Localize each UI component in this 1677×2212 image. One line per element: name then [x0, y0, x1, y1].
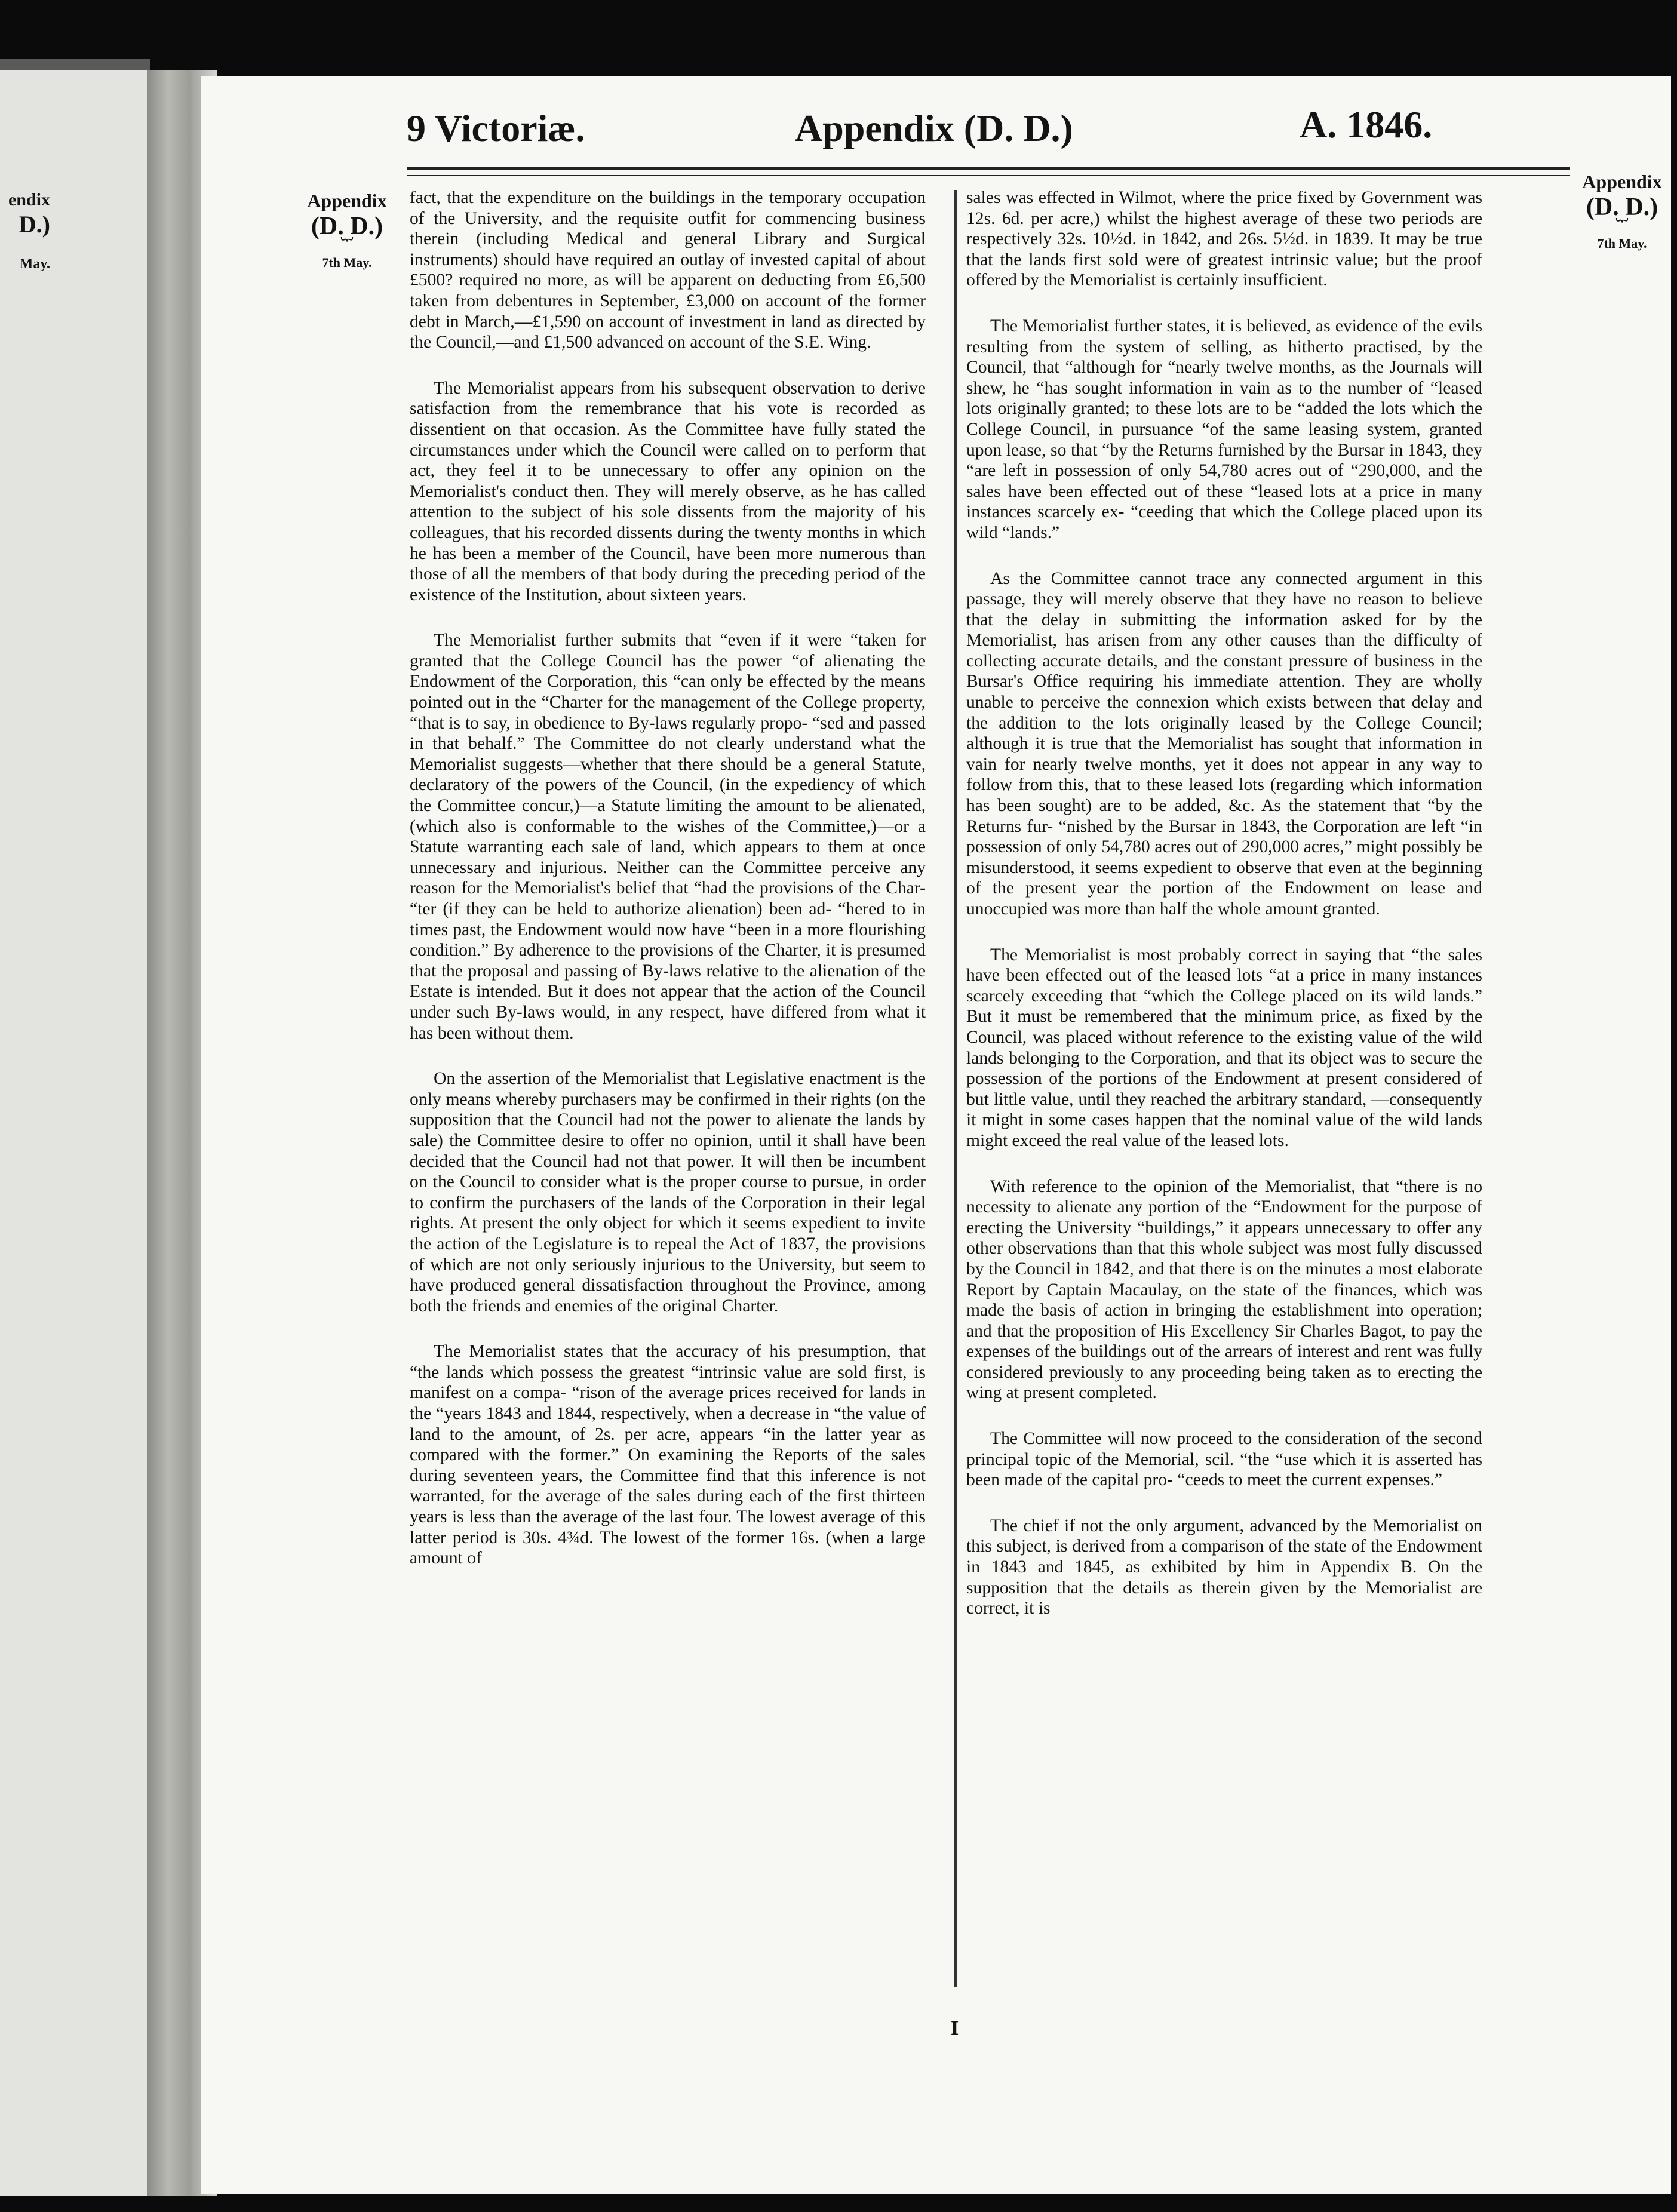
margin-label: Appendix: [307, 190, 387, 211]
paragraph: On the assertion of the Memorialist that Legislative enactment is the only means whereby purchasers may be confirmed in their rights (on the supposition that the Council had not the power to alienate the lands by sale) the Committee desire to offer no opinion, until it shall have been decided that the Council had not that power. It will then be incumbent on the Council to consider what is the proper course to pursue, in order to confirm the purchasers of the lands of the Corporation in their legal rights. At present the only object for which it seems expedient to invite the action of the Legislature is to repeal the Act of 1837, the provisions of which are not only seriously injurious to the University, but seem to have produced general dissatisfaction throughout the Province, among both the friends and enemies of the original Charter.: [410, 1069, 926, 1316]
header-title: Appendix (D. D.): [795, 107, 1073, 149]
paragraph: With reference to the opinion of the Memorialist, that “there is no necessity to alienate any portion of the “Endowment for the purpose of erecting the University “buildings,” it appears unnecessary to offer any other observations than that this whole subject was most fully discussed by the Council in 1842, and that there is on the minutes a most elaborate Report by Captain Macaulay, on the state of the finances, which was made the basis of action in bringing the establishment into operation; and that the proposition of His Excellency Sir Charles Bagot, to pay the expenses of the buildings out of the arrears of interest and rent was fully considered previously to any proceeding being taken as to erecting the wing at present completed.: [966, 1176, 1482, 1403]
paragraph: The Memorialist appears from his subsequent observation to derive satisfaction from the remembrance that his vote is recorded as dissentient on that occasion. As the Committee have fully stated the circumstances under which the Council were called on to perform that act, they feel it to be unnecessary to offer any opinion on the Memorialist's conduct then. They will merely observe, as he has called attention to the subject of his sole dissents from the majority of his colleagues, that his recorded dissents during the twenty months in which he has been a member of the Council, have been more numerous than those of all the members of that body during the preceding period of the existence of the Institution, about sixteen years.: [410, 378, 926, 604]
column-divider: [954, 190, 957, 1987]
header-regnal-year: 9 Victoriæ.: [407, 107, 585, 149]
text-column-right: [966, 188, 1482, 1644]
paragraph: The Memorialist is most probably correct in saying that “the sales have been effected out of the leased lots “at a price in many instances scarcely exceeding that “which the College placed on its wild lands.” But it must be remembered that the minimum price, as fixed by the Council, was placed without reference to the existing value of the wild lands belonging to the Corporation, and that its object was to secure the possession of the portions of the Endowment at present considered of but little value, until they reached the arbitrary standard, —consequently it might in some cases happen that the nominal value of the wild lands might exceed the real value of the leased lots.: [966, 945, 1482, 1150]
header-year: A. 1846.: [1300, 103, 1433, 146]
header-rule: [407, 167, 1570, 176]
document-page: [201, 76, 1671, 2194]
margin-date: 7th May.: [322, 255, 372, 270]
paragraph: The Committee will now proceed to the consideration of the second principal topic of the Memorial, scil. “the “use which it is asserted has been made of the capital pro- “ceeds to meet the current expenses.”: [966, 1429, 1482, 1490]
left-page-fragment: [0, 70, 147, 2196]
paragraph: The Memorialist further states, it is believed, as evidence of the evils resulting from the system of selling, as hitherto practised, by the Council, that “although for “nearly twelve months, as the Journals will shew, he “has sought information in vain as to the number of “leased lots originally granted; to these lots are to be “added the lots which the College Council, in pursuance “of the same leasing system, granted upon lease, so that “by the Returns furnished by the Bursar in 1843, they “are left in possession of only 54,780 acres out of “290,000, and the sales have been effected out of these “leased lots at a price in many instances scarcely ex- “ceeding that which the College placed upon its wild “lands.”: [966, 316, 1482, 542]
text-column-left: [410, 188, 926, 1594]
left-fragment-margin-note: [0, 190, 50, 272]
paragraph: The Memorialist further submits that “even if it were “taken for granted that the College Council has the power “of alienating the Endowment of the Corporation, this “can only be effected by the means pointed out in the “Charter for the management of the College property, “that is to say, in obedience to By-laws regularly propo- “sed and passed in that behalf.” The Committee do not clearly understand what the Memorialist suggests—whether that there should be a general Statute, declaratory of the powers of the Council, (in the expediency of which the Committee concur,)—a Statute limiting the amount to be alienated, (which also is conformable to the wishes of the Committee,)—or a Statute warranting each sale of land, which appears to them at once unnecessary and injurious. Neither can the Committee perceive any reason for the Memorialist's belief that “had the provisions of the Char- “ter (if they can be held to authorize alienation) been ad- “hered to in times past, the Endowment would now have “been in a more flourishing condition.” By adherence to the provisions of the Charter, it is presumed that the proposal and passing of By-laws relative to the alienation of the Estate is intended. But it does not appear that the action of the Council under such By-laws would, in any respect, have differed from what it has been without them.: [410, 631, 926, 1043]
brace-icon: ︸: [341, 238, 353, 251]
margin-note-left: [302, 190, 392, 271]
paragraph: As the Committee cannot trace any connected argument in this passage, they will merely observe that they have no reason to believe that the delay in submitting the information asked for by the Memorialist, has arisen from any other causes than the difficulty of collecting accurate details, and the constant pressure of business in the Bursar's Office requiring his immediate attention. They are wholly unable to perceive the connexion which exists between that delay and the addition to the lots originally leased by the College Council; although it is true that the Memorialist has sought that information in vain for nearly twelve months, yet it does not appear in any way to follow from this, that to these leased lots (regarding which information has been sought) are to be added, &c. As the statement that “by the Returns fur- “nished by the Bursar in 1843, the Corporation are left “in possession of only 54,780 acres out of 290,000 acres,” might possibly be misunderstood, it seems expedient to observe that even at the beginning of the present year the portion of the Endowment on lease and unoccupied was more than half the whole amount granted.: [966, 569, 1482, 918]
paragraph: The chief if not the only argument, advanced by the Memorialist on this subject, is derived from a comparison of the state of the Endowment in 1843 and 1845, as exhibited by him in Appendix B. On the supposition that the details as therein given by the Memorialist are correct, it is: [966, 1516, 1482, 1618]
margin-label: Appendix: [1582, 171, 1662, 192]
left-fragment-date: May.: [19, 256, 50, 272]
left-fragment-label: endix: [8, 190, 50, 210]
margin-code: (D. D.): [311, 213, 383, 240]
signature-mark: I: [951, 2017, 959, 2039]
margin-code: (D. D.): [1586, 193, 1658, 221]
paragraph: The Memorialist states that the accuracy of his presumption, that “the lands which possess the greatest “intrinsic value are sold first, is manifest on a compa- “rison of the average prices received for lands in the “years 1843 and 1844, respectively, when a decrease in “the value of land to the amount, of 2s. per acre, appears “in the latter year as compared with the former.” On examining the Reports of the sales during seventeen years, the Committee find that this inference is not warranted, for the average of the sales during each of the first thirteen years is less than the average of the last four. The lowest average of this latter period is 30s. 4¾d. The lowest of the former 16s. (when a large amount of: [410, 1342, 926, 1568]
page-edge: [0, 59, 150, 70]
margin-date: 7th May.: [1597, 236, 1647, 251]
paragraph: fact, that the expenditure on the buildings in the temporary occupation of the University, and the requisite outfit for commencing business therein (including Medical and general Library and Surgical instruments) should have required an outlay of invested capital of about £500? required no more, as will be apparent on deducting from £6,500 taken from debentures in September, £3,000 on account of the former debt in March,—£1,590 on account of investment in land as directed by the Council,—and £1,500 advanced on account of the S.E. Wing.: [410, 188, 926, 352]
left-fragment-code: D.): [19, 211, 50, 238]
margin-note-right: [1574, 171, 1670, 251]
brace-icon: ︸: [1616, 219, 1628, 232]
paragraph: sales was effected in Wilmot, where the price fixed by Government was 12s. 6d. per acre,) whilst the highest average of these two periods are respectively 32s. 10½d. in 1842, and 26s. 5½d. in 1839. It may be true that the lands first sold were of greatest intrinsic value; but the proof offered by the Memorialist is certainly insufficient.: [966, 188, 1482, 290]
